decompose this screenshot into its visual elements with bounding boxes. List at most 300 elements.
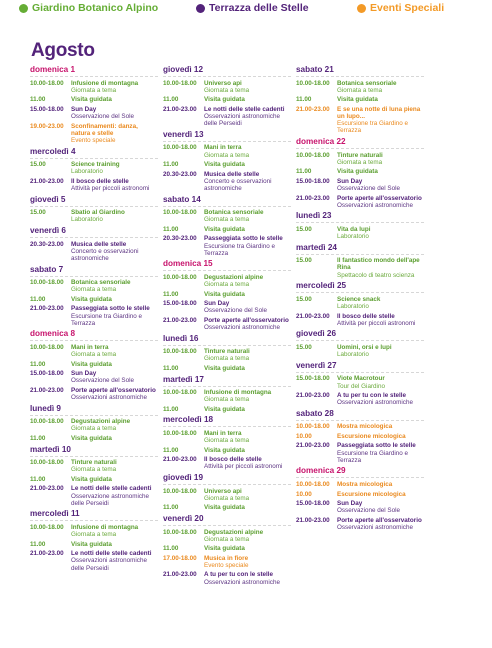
event-body [204, 504, 291, 511]
event-row [163, 226, 291, 233]
event-body [337, 106, 424, 135]
event-body [71, 524, 158, 538]
event-title: Tinture naturali [204, 348, 250, 356]
event-time: 15.00 [296, 225, 312, 233]
event-title: Science snack [337, 295, 381, 303]
event-row [30, 296, 158, 303]
event-title: Tinture naturali [337, 151, 383, 159]
event-time: 10.00-18.00 [296, 481, 330, 489]
day-block [163, 473, 291, 512]
day-block [163, 195, 291, 257]
event-title: Visita guidata [204, 225, 245, 233]
event-description: Laboratorio [337, 233, 369, 241]
day-header: martedì 17 [163, 375, 291, 387]
event-time: 15.00-18.00 [296, 375, 330, 383]
event-time: 15.00-18.00 [163, 300, 197, 308]
event-title: Porte aperte all'osservatorio [204, 316, 289, 324]
event-title: Porte aperte all'osservatorio [71, 386, 156, 394]
event-body [204, 447, 291, 454]
event-row [30, 459, 158, 473]
event-title: Uomini, orsi e lupi [337, 343, 392, 351]
event-time: 10.00-18.00 [163, 389, 197, 397]
day-block [30, 195, 158, 224]
event-row [296, 481, 424, 488]
day-block [163, 130, 291, 192]
event-time: 10.00-18.00 [163, 430, 197, 438]
event-time: 11.00 [30, 295, 46, 303]
event-description: Laboratorio [337, 351, 369, 359]
event-row [163, 235, 291, 257]
event-body [337, 195, 424, 209]
event-description: Osservazioni astronomiche [204, 324, 280, 332]
event-row [163, 545, 291, 552]
event-body [71, 209, 158, 223]
event-time: 10.00-18.00 [163, 348, 197, 356]
event-time: 11.00 [30, 475, 46, 483]
event-title: Visita guidata [204, 161, 245, 169]
event-title: Il bosco delle stelle [71, 177, 129, 185]
event-description: Attività per piccoli astronomi [337, 319, 416, 327]
event-title: Sun Day [337, 500, 363, 508]
event-time: 21.00-23.00 [30, 386, 64, 394]
event-body [337, 423, 424, 430]
day-block [163, 375, 291, 414]
event-time: 15.00 [30, 161, 46, 169]
event-body [337, 313, 424, 327]
event-body [71, 305, 158, 327]
event-row [163, 171, 291, 193]
green-dot-icon [19, 4, 28, 13]
event-body [204, 209, 291, 223]
event-row [30, 485, 158, 507]
event-description: Giornata a tema [204, 151, 250, 159]
event-row [30, 123, 158, 145]
event-title: Visita guidata [204, 446, 245, 454]
event-title: Visita guidata [204, 96, 245, 104]
event-time: 17.00-18.00 [163, 554, 197, 562]
event-title: Infusione di montagna [71, 79, 139, 87]
event-title: Botanica sensoriale [337, 79, 397, 87]
event-title: Mostra micologica [337, 481, 393, 489]
event-title: Sun Day [337, 177, 363, 185]
event-row [30, 541, 158, 548]
event-row [163, 406, 291, 413]
event-time: 11.00 [163, 96, 179, 104]
event-body [204, 571, 291, 585]
event-row [296, 313, 424, 327]
event-time: 21.00-23.00 [163, 456, 197, 464]
event-title: Vita da lupi [337, 225, 371, 233]
event-time: 21.00-23.00 [30, 550, 64, 558]
event-title: Escursione micologica [337, 432, 406, 440]
event-title: Tinture naturali [71, 459, 117, 467]
event-description: Laboratorio [337, 303, 369, 311]
event-body [337, 80, 424, 94]
event-title: Sconfinamenti: danza, natura e stelle [71, 122, 138, 137]
event-description: Giornata a tema [204, 355, 250, 363]
event-body [337, 491, 424, 498]
event-title: Il bosco delle stelle [204, 456, 262, 464]
event-body [204, 555, 291, 569]
day-header: sabato 21 [296, 65, 424, 77]
event-title: Visita guidata [71, 96, 112, 104]
event-time: 21.00-23.00 [163, 105, 197, 113]
event-time: 11.00 [30, 96, 46, 104]
event-row [30, 209, 158, 223]
event-description: Osservazione del Sole [71, 377, 135, 385]
event-time: 11.00 [163, 545, 179, 553]
event-title: Universo api [204, 79, 242, 87]
event-time: 19.00-23.00 [30, 122, 64, 130]
event-time: 20.30-23.00 [163, 235, 197, 243]
legend [0, 2, 492, 18]
day-block [30, 147, 158, 193]
event-description: Giornata a tema [71, 425, 117, 433]
event-row [30, 387, 158, 401]
event-body [337, 226, 424, 240]
event-body [337, 178, 424, 192]
event-description: Attività per piccoli astronomi [204, 463, 283, 471]
event-row [30, 361, 158, 368]
event-row [163, 488, 291, 502]
event-description: Evento speciale [204, 561, 249, 569]
event-body [204, 80, 291, 94]
event-body [204, 291, 291, 298]
event-time: 11.00 [163, 161, 179, 169]
event-body [71, 279, 158, 293]
event-description: Attività per piccoli astronomi [71, 185, 150, 192]
event-time: 21.00-23.00 [296, 442, 330, 450]
event-title: Mani in terra [204, 430, 242, 438]
event-row [163, 571, 291, 585]
event-row [163, 365, 291, 372]
event-description: Giornata a tema [337, 158, 383, 166]
event-time: 20.30-23.00 [163, 170, 197, 178]
day-block [296, 211, 424, 240]
event-body [204, 274, 291, 288]
purple-dot-icon [196, 4, 205, 13]
event-description: Osservazioni astronomiche [337, 201, 413, 209]
event-time: 21.00-23.00 [296, 516, 330, 524]
event-body [337, 296, 424, 310]
event-title: Il fantastico mondo dell'ape Rina [337, 257, 420, 272]
event-row [163, 209, 291, 223]
event-title: Degustazioni alpine [71, 418, 131, 426]
event-title: Sun Day [71, 370, 97, 378]
event-body [204, 389, 291, 403]
event-time: 21.00-23.00 [296, 392, 330, 400]
event-description: Giornata a tema [337, 86, 383, 94]
day-block [30, 445, 158, 507]
day-block [30, 65, 158, 144]
event-time: 10.00-18.00 [30, 523, 64, 531]
event-description: Osservazioni astronomiche [337, 399, 413, 407]
event-row [163, 274, 291, 288]
day-header: giovedì 26 [296, 329, 424, 341]
event-description: Escursione tra Giardino e Terrazza [204, 242, 276, 257]
event-title: Visita guidata [337, 168, 378, 176]
event-body [204, 161, 291, 168]
event-title: Porte aperte all'osservatorio [337, 194, 422, 202]
event-description: Giornata a tema [204, 86, 250, 94]
day-header: giovedì 5 [30, 195, 158, 207]
event-time: 10.00-18.00 [163, 528, 197, 536]
event-description: Osservazioni astronomiche [337, 523, 413, 531]
event-time: 10.00-18.00 [163, 144, 197, 152]
day-header: venerdì 20 [163, 514, 291, 526]
event-row [296, 80, 424, 94]
event-description: Giornata a tema [71, 86, 117, 94]
event-description: Tour del Giardino [337, 382, 385, 390]
event-row [296, 433, 424, 440]
event-title: Visita guidata [204, 405, 245, 413]
event-description: Concerto e osservazioni astronomiche [204, 177, 272, 192]
event-body [71, 161, 158, 175]
event-title: Passeggiata sotto le stelle [204, 235, 283, 243]
event-title: Visita guidata [71, 475, 112, 483]
event-time: 10.00-18.00 [30, 279, 64, 287]
event-description: Osservazioni astronomiche [204, 578, 280, 586]
event-body [337, 152, 424, 166]
day-block [30, 404, 158, 443]
day-header: giovedì 19 [163, 473, 291, 485]
day-header: martedì 10 [30, 445, 158, 457]
day-block [296, 137, 424, 209]
day-block [163, 334, 291, 373]
event-title: Musica delle stelle [204, 170, 260, 178]
day-block [163, 415, 291, 470]
legend-label: Eventi Speciali [370, 2, 445, 14]
day-header: mercoledì 18 [163, 415, 291, 427]
event-row [30, 279, 158, 293]
event-body [71, 361, 158, 368]
event-description: Osservazioni astronomiche delle Perseidi [204, 113, 280, 128]
event-time: 11.00 [163, 225, 179, 233]
event-description: Evento speciale [71, 136, 116, 144]
event-time: 11.00 [30, 540, 46, 548]
event-body [71, 241, 158, 263]
event-title: Infusione di montagna [204, 389, 272, 397]
event-body [337, 517, 424, 531]
event-row [30, 96, 158, 103]
calendar-column-3 [296, 65, 424, 534]
event-title: Visita guidata [204, 545, 245, 553]
event-title: Le notti delle stelle cadenti [71, 550, 152, 558]
event-description: Laboratorio [71, 216, 103, 224]
day-header: mercoledì 11 [30, 509, 158, 521]
event-body [204, 545, 291, 552]
event-title: Sun Day [71, 105, 97, 113]
event-body [204, 144, 291, 158]
event-time: 21.00-23.00 [30, 177, 64, 185]
event-row [30, 344, 158, 358]
event-time: 10.00-18.00 [296, 79, 330, 87]
day-block [163, 259, 291, 331]
event-row [296, 423, 424, 430]
event-title: Le notti delle stelle cadenti [71, 485, 152, 493]
event-time: 21.00-23.00 [163, 571, 197, 579]
event-body [204, 317, 291, 331]
event-title: Passeggiata sotto le stelle [71, 305, 150, 313]
event-time: 21.00-23.00 [30, 305, 64, 313]
event-row [296, 152, 424, 166]
event-time: 11.00 [296, 96, 312, 104]
event-row [163, 456, 291, 470]
event-body [71, 106, 158, 120]
event-title: Visita guidata [204, 290, 245, 298]
event-row [296, 500, 424, 514]
event-title: Botanica sensoriale [71, 279, 131, 287]
event-body [71, 96, 158, 103]
event-description: Giornata a tema [71, 466, 117, 474]
event-body [71, 387, 158, 401]
day-block [163, 65, 291, 127]
event-body [337, 392, 424, 406]
event-row [163, 348, 291, 362]
event-body [204, 406, 291, 413]
event-description: Giornata a tema [204, 494, 250, 502]
event-body [71, 123, 158, 145]
event-time: 10.00-18.00 [163, 79, 197, 87]
event-description: Escursione tra Giardino e Terrazza [337, 120, 409, 135]
day-block [296, 329, 424, 358]
event-title: Visita guidata [71, 434, 112, 442]
event-description: Spettacolo di teatro scienza [337, 271, 415, 279]
legend-item-special [357, 2, 444, 14]
event-description: Giornata a tema [204, 281, 250, 289]
event-time: 15.00 [30, 209, 46, 217]
event-body [337, 344, 424, 358]
event-body [204, 529, 291, 543]
event-body [337, 257, 424, 279]
event-body [337, 375, 424, 389]
day-block [296, 466, 424, 531]
event-row [163, 447, 291, 454]
event-row [30, 305, 158, 327]
event-row [296, 257, 424, 279]
event-time: 11.00 [163, 364, 179, 372]
event-description: Laboratorio [71, 168, 103, 176]
event-title: Visita guidata [204, 504, 245, 512]
event-time: 10.00-18.00 [163, 487, 197, 495]
event-body [204, 365, 291, 372]
day-block [30, 509, 158, 571]
day-block [296, 361, 424, 407]
event-time: 15.00-18.00 [296, 500, 330, 508]
event-time: 10.00-18.00 [296, 151, 330, 159]
event-body [337, 168, 424, 175]
event-time: 11.00 [296, 168, 312, 176]
event-title: Sbatio al Giardino [71, 209, 125, 217]
event-title: A tu per tu con le stelle [337, 392, 407, 400]
event-row [30, 476, 158, 483]
event-row [296, 375, 424, 389]
event-body [71, 80, 158, 94]
event-time: 10.00-18.00 [30, 459, 64, 467]
event-title: Mani in terra [71, 343, 109, 351]
day-block [163, 514, 291, 586]
event-time: 11.00 [163, 405, 179, 413]
event-time: 15.00-18.00 [30, 105, 64, 113]
legend-item-terrace [196, 2, 309, 14]
event-row [30, 80, 158, 94]
day-header: mercoledì 25 [296, 281, 424, 293]
event-description: Escursione tra Giardino e Terrazza [71, 312, 143, 327]
day-header: venerdì 13 [163, 130, 291, 142]
event-title: Le notti delle stelle cadenti [204, 105, 285, 113]
event-time: 10.00-18.00 [30, 79, 64, 87]
event-row [30, 435, 158, 442]
event-title: Viote Macrotour [337, 375, 385, 383]
event-row [163, 300, 291, 314]
event-description: Giornata a tema [204, 535, 250, 543]
event-row [296, 296, 424, 310]
event-time: 15.00 [296, 257, 312, 265]
event-row [296, 106, 424, 135]
event-time: 11.00 [30, 360, 46, 368]
event-title: Visita guidata [71, 360, 112, 368]
event-row [163, 430, 291, 444]
event-description: Giornata a tema [204, 396, 250, 404]
day-header: lunedì 23 [296, 211, 424, 223]
event-time: 15.00 [296, 343, 312, 351]
legend-label: Terrazza delle Stelle [209, 2, 309, 14]
event-row [296, 195, 424, 209]
event-time: 10.00-18.00 [296, 423, 330, 431]
event-title: Infusione di montagna [71, 523, 139, 531]
event-row [30, 241, 158, 263]
event-title: A tu per tu con le stelle [204, 571, 274, 579]
event-title: Musica delle stelle [71, 240, 127, 248]
event-row [296, 168, 424, 175]
event-time: 10.00-18.00 [30, 343, 64, 351]
event-title: Mani in terra [204, 144, 242, 152]
event-title: Porte aperte all'osservatorio [337, 516, 422, 524]
event-body [204, 348, 291, 362]
event-title: Mostra micologica [337, 423, 393, 431]
day-block [296, 281, 424, 327]
event-row [163, 96, 291, 103]
legend-label: Giardino Botanico Alpino [32, 2, 159, 14]
event-title: Sun Day [204, 300, 230, 308]
event-description: Giornata a tema [71, 286, 117, 294]
event-title: Universo api [204, 487, 242, 495]
day-header: sabato 28 [296, 409, 424, 421]
day-header: mercoledì 4 [30, 147, 158, 159]
day-header: domenica 1 [30, 65, 158, 77]
day-header: venerdì 27 [296, 361, 424, 373]
event-row [296, 178, 424, 192]
event-time: 11.00 [163, 290, 179, 298]
event-row [163, 291, 291, 298]
event-row [163, 504, 291, 511]
event-body [204, 488, 291, 502]
day-header: domenica 22 [296, 137, 424, 149]
event-row [30, 161, 158, 175]
event-body [71, 459, 158, 473]
day-header: lunedì 16 [163, 334, 291, 346]
event-time: 15.00-18.00 [30, 370, 64, 378]
event-title: Visita guidata [337, 96, 378, 104]
event-description: Osservazione del Sole [337, 185, 401, 192]
event-body [204, 96, 291, 103]
event-row [30, 524, 158, 538]
event-time: 10.00-18.00 [30, 418, 64, 426]
event-body [337, 500, 424, 514]
event-row [296, 517, 424, 531]
event-title: Visita guidata [204, 364, 245, 372]
event-row [30, 106, 158, 120]
